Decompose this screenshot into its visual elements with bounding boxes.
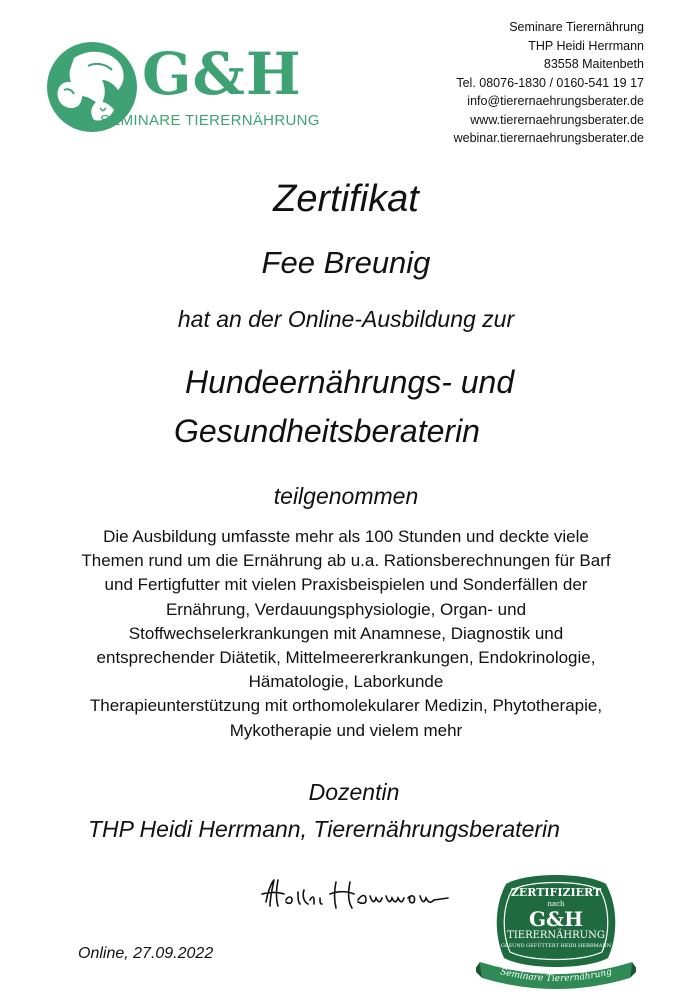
description-line: Ernährung, Verdauungsphysiologie, Organ- und xyxy=(165,599,527,619)
description-line: Stoffwechselerkrankungen mit Anamnese, Diagnostik und xyxy=(128,623,564,643)
issue-date: Online, 27.09.2022 xyxy=(78,945,214,962)
course-title-line-2: Gesundheitsberaterin xyxy=(174,413,480,449)
recipient-name: Fee Breunig xyxy=(261,245,431,280)
course-title-line-1: Hundeernährungs- und xyxy=(185,364,515,400)
seal-ribbon-text: Seminare Tierernährung xyxy=(499,967,613,985)
description-line: Therapieunterstützung mit orthomolekularer Medizin, Phytotherapie, xyxy=(89,696,603,716)
logo-brand: G&H xyxy=(142,40,302,108)
contact-email[interactable]: info@tierernaehrungsberater.de xyxy=(467,94,644,108)
seal-top-text: ZERTIFIZIERT xyxy=(510,886,602,899)
contact-person: THP Heidi Herrmann xyxy=(528,38,644,53)
contact-phone: Tel. 08076-1830 / 0160-541 19 17 xyxy=(456,75,644,90)
description-line: und Fertigfutter mit vielen Praxisbeispielen und Sonderfällen der xyxy=(104,575,588,595)
intro-text: hat an der Online-Ausbildung zur xyxy=(177,306,515,332)
contact-webinar-site[interactable]: webinar.tierernaehrungsberater.de xyxy=(453,131,644,145)
seal-brand-text: G&H xyxy=(528,907,584,931)
description-line: Mykotherapie und vielem mehr xyxy=(229,720,463,740)
lecturer-role: Dozentin xyxy=(308,779,400,805)
seal-small-text: nach xyxy=(547,900,565,908)
logo-tagline: SEMINARE TIERERNÄHRUNG xyxy=(100,112,320,129)
contact-company: Seminare Tierernährung xyxy=(509,20,644,34)
contact-block xyxy=(454,18,644,148)
description-line: Hämatologie, Laborkunde xyxy=(248,672,444,692)
lecturer-name: THP Heidi Herrmann, Tierernährungsberaterin xyxy=(88,816,560,842)
contact-website[interactable]: www.tierernaehrungsberater.de xyxy=(470,112,644,127)
certificate-title: Zertifikat xyxy=(273,178,419,220)
seal-claim-text: GESUND GEFÜTTERT HEIDI HERRMANN xyxy=(500,943,612,949)
course-description xyxy=(20,525,672,743)
description-line: Die Ausbildung umfasste mehr als 100 Stunden und deckte viele xyxy=(103,527,589,546)
contact-address: 83558 Maitenbeth xyxy=(543,57,644,71)
company-logo xyxy=(44,40,334,135)
seal-sub-text: TIERERNÄHRUNG xyxy=(507,930,605,941)
participated-text: teilgenommen xyxy=(273,483,419,509)
certification-seal-icon xyxy=(476,866,636,994)
description-line: entsprechender Diätetik, Mittelmeererkrankungen, Endokrinologie, xyxy=(96,648,596,668)
handwritten-signature xyxy=(258,872,458,916)
description-line: Themen rund um die Ernährung ab u.a. Rationsberechnungen für Barf xyxy=(81,551,611,571)
